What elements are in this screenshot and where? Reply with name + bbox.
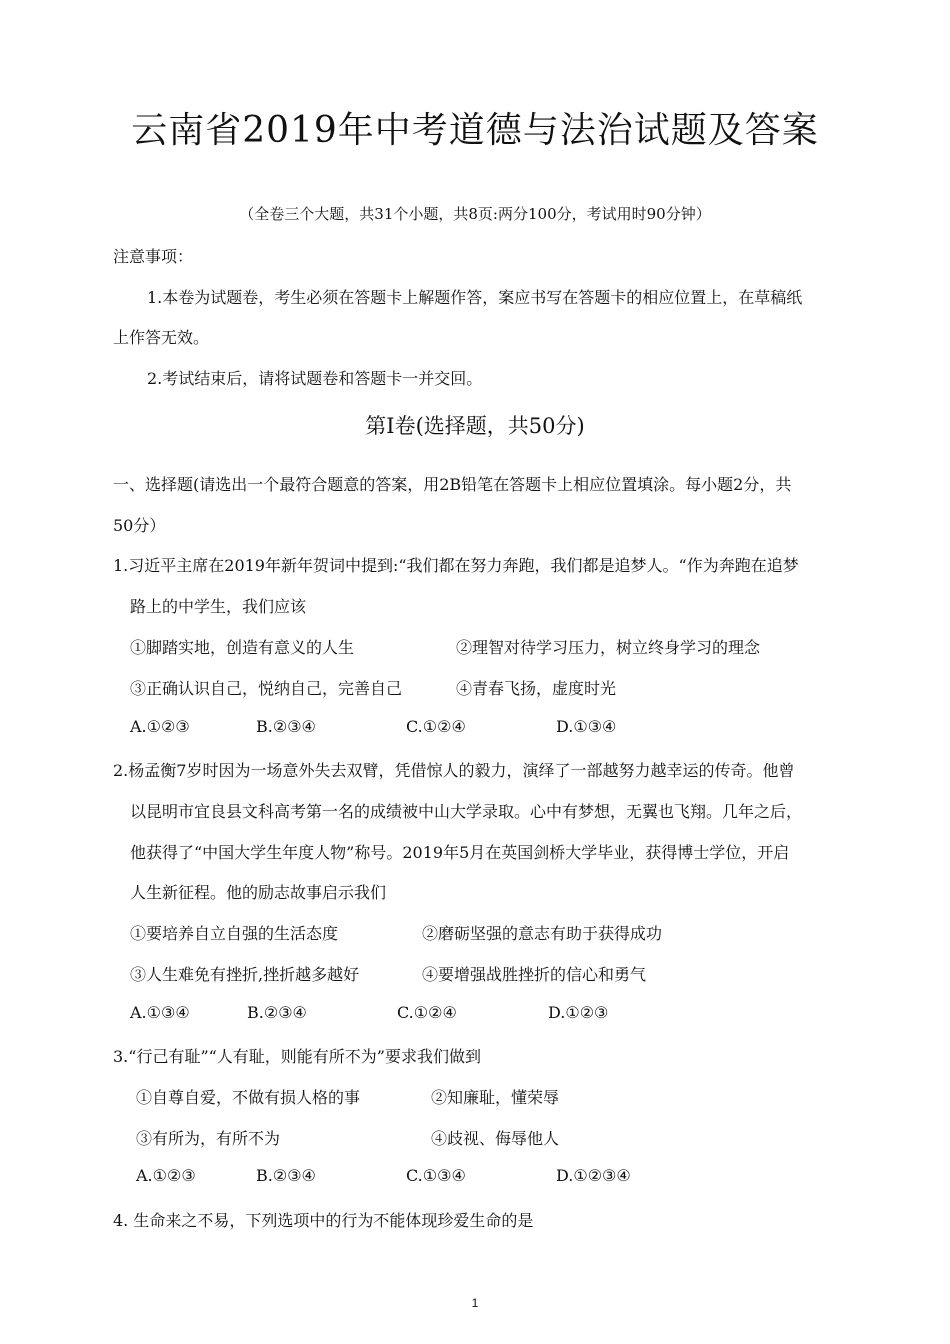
notice-item-1: 1.本卷为试题卷，考生必须在答题卡上解题作答，案应书写在答题卡的相应位置上，在草稿纸 (147, 288, 803, 307)
part-one-instructions: 一、选择题(请选出一个最符合题意的答案，用2B铅笔在答题卡上相应位置填涂。每小题2分，共 (113, 475, 792, 494)
page-number: 1 (471, 1296, 479, 1310)
question-4-stem: 4. 生命来之不易，下列选项中的行为不能体现珍爱生命的是 (113, 1211, 534, 1230)
question-3-choice-b: B.②③④ (256, 1166, 316, 1185)
question-1-statement-1: ①脚踏实地，创造有意义的人生 (130, 638, 355, 657)
question-3-choice-d: D.①②③④ (556, 1166, 631, 1185)
notice-heading: 注意事项： (113, 247, 194, 266)
question-1-statement-2: ②理智对待学习压力，树立终身学习的理念 (456, 638, 761, 657)
question-3-statement-1: ①自尊自爱，不做有损人格的事 (136, 1088, 361, 1107)
question-1-choice-d: D.①③④ (556, 717, 617, 736)
question-1-stem: 1.习近平主席在2019年新年贺词中提到:“我们都在努力奔跑，我们都是追梦人。“作为奔跑在追梦 (113, 556, 799, 575)
question-2-choice-d: D.①②③ (548, 1003, 609, 1022)
question-3-statement-4: ④歧视、侮辱他人 (431, 1129, 560, 1148)
question-2-choice-b: B.②③④ (247, 1003, 307, 1022)
question-1-choice-a: A.①②③ (130, 717, 190, 736)
question-2-statement-4: ④要增强战胜挫折的信心和勇气 (422, 965, 647, 984)
question-3-choice-c: C.①③④ (406, 1166, 466, 1185)
question-3-statement-2: ②知廉耻，懂荣辱 (431, 1088, 560, 1107)
question-2-choice-c: C.①②④ (397, 1003, 457, 1022)
question-1-statement-4: ④青春飞扬，虚度时光 (456, 679, 617, 698)
notice-item-2: 2.考试结束后，请将试题卷和答题卡一并交回。 (147, 369, 483, 388)
question-2-statement-1: ①要培养自立自强的生活态度 (130, 924, 339, 943)
section-title: 第Ⅰ卷(选择题，共50分) (365, 414, 585, 438)
question-3-stem: 3.“行己有耻”“人有耻，则能有所不为”要求我们做到 (113, 1047, 481, 1066)
question-1-choice-c: C.①②④ (406, 717, 466, 736)
exam-info: （全卷三个大题，共31个小题，共8页:两分100分，考试用时90分钟） (239, 205, 711, 223)
question-3-statement-3: ③有所为，有所不为 (136, 1129, 281, 1148)
question-2-statement-3: ③人生难免有挫折,挫折越多越好 (130, 965, 360, 984)
notice-item-1-cont: 上作答无效。 (113, 328, 210, 347)
question-2-statement-2: ②磨砺坚强的意志有助于获得成功 (422, 924, 663, 943)
question-2-stem-cont-1: 以昆明市宜良县文科高考第一名的成绩被中山大学录取。心中有梦想，无翼也飞翔。几年之后， (130, 802, 803, 821)
question-2-stem: 2.杨孟衡7岁时因为一场意外失去双臂，凭借惊人的毅力，演绎了一部越努力越幸运的传奇。他曾 (113, 761, 795, 780)
question-2-choice-a: A.①③④ (130, 1003, 190, 1022)
question-1-choice-b: B.②③④ (256, 717, 316, 736)
part-one-instructions-cont: 50分） (113, 516, 166, 535)
question-2-stem-cont-3: 人生新征程。他的励志故事启示我们 (130, 883, 387, 902)
question-2-stem-cont-2: 他获得了“中国大学生年度人物”称号。2019年5月在英国剑桥大学毕业，获得博士学位，开启 (130, 843, 790, 862)
question-1-statement-3: ③正确认识自己，悦纳自己，完善自己 (130, 679, 403, 698)
question-1-stem-cont: 路上的中学生，我们应该 (130, 597, 307, 616)
question-3-choice-a: A.①②③ (136, 1166, 196, 1185)
document-title: 云南省2019年中考道德与法治试题及答案 (131, 110, 819, 151)
